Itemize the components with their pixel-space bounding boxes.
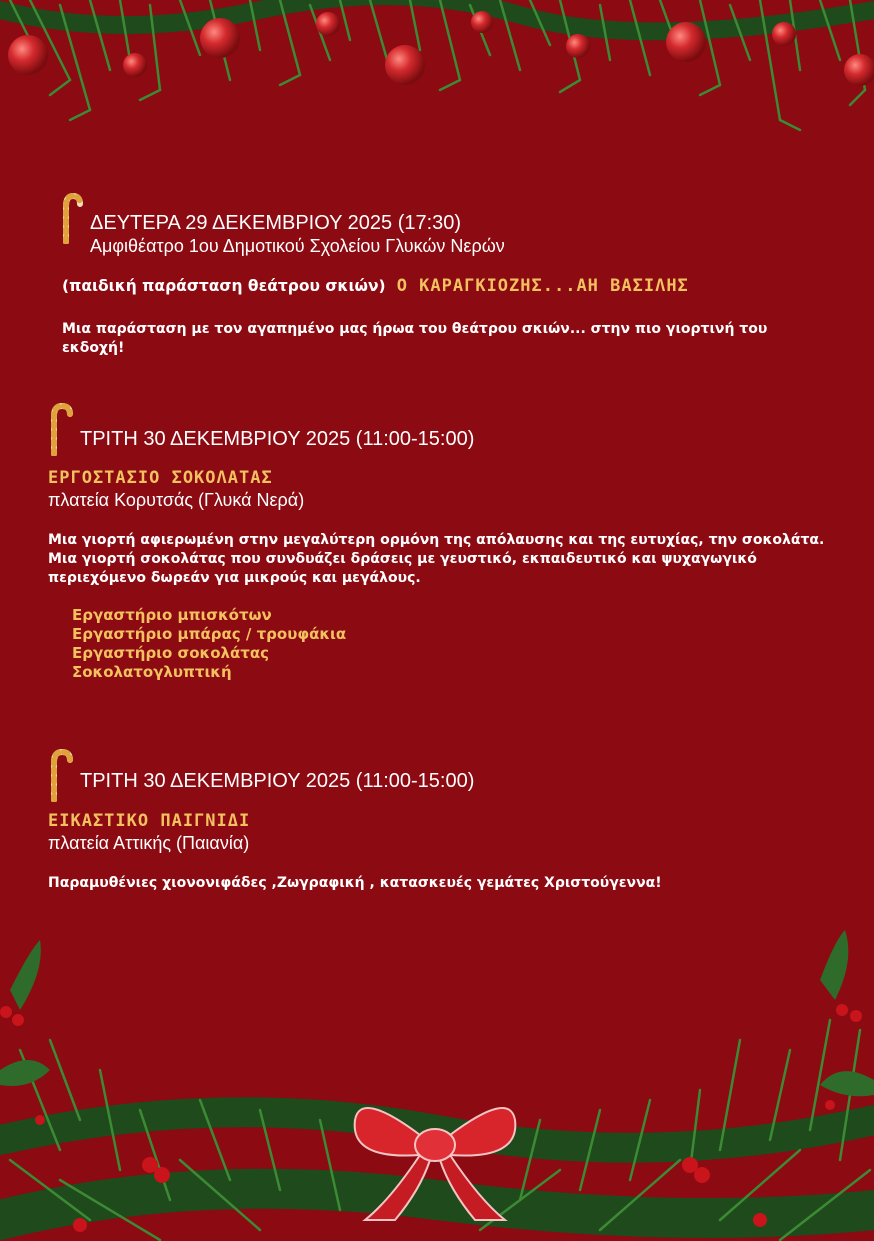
workshop-list bbox=[72, 606, 346, 682]
event1-date: ΔΕΥΤΕΡΑ 29 ΔΕΚΕΜΒΡΙΟΥ 2025 (17:30) bbox=[90, 212, 462, 234]
list-item: Σοκολατογλυπτική bbox=[72, 663, 232, 681]
event1-subtitle: (παιδική παράσταση θεάτρου σκιών) bbox=[62, 277, 386, 295]
event3-description: Παραμυθένιες χιονονιφάδες ,Ζωγραφική , κατασκευές γεμάτες Χριστούγεννα! bbox=[48, 875, 662, 891]
list-item: Εργαστήριο μπάρας / τρουφάκια bbox=[72, 625, 347, 643]
candy-cane-icon bbox=[46, 748, 74, 802]
event2-title: ΕΡΓΟΣΤΑΣΙΟ ΣΟΚΟΛΑΤΑΣ bbox=[48, 468, 273, 488]
top-garland-decoration bbox=[0, 0, 874, 150]
bottom-garland-decoration bbox=[0, 920, 874, 1241]
event2-date: ΤΡΙΤΗ 30 ΔΕΚΕΜΒΡΙΟΥ 2025 (11:00-15:00) bbox=[80, 428, 475, 450]
event3-title: ΕΙΚΑΣΤΙΚΟ ΠΑΙΓΝΙΔΙ bbox=[48, 811, 251, 831]
event2-venue: πλατεία Κορυτσάς (Γλυκά Νερά) bbox=[48, 490, 305, 510]
list-item: Εργαστήριο σοκολάτας bbox=[72, 644, 270, 662]
event1-venue: Αμφιθέατρο 1ου Δημοτικού Σχολείου Γλυκών Νερών bbox=[90, 236, 505, 256]
event3-venue: πλατεία Αττικής (Παιανία) bbox=[48, 833, 250, 853]
event1-title: Ο ΚΑΡΑΓΚΙΟΖΗΣ...ΑΗ ΒΑΣΙΛΗΣ bbox=[396, 276, 689, 296]
event3-date: ΤΡΙΤΗ 30 ΔΕΚΕΜΒΡΙΟΥ 2025 (11:00-15:00) bbox=[80, 770, 475, 792]
candy-cane-icon bbox=[46, 402, 74, 456]
list-item: Εργαστήριο μπισκότων bbox=[72, 606, 272, 624]
event2-description: Μια γιορτή αφιερωμένη στην μεγαλύτερη ορμόνη της απόλαυσης και της ευτυχίας, την σοκολάτα. Μια γιορτή σοκολάτας που συνδυάζει δράσεις με γευστικό, εκπαιδευτικό και ψυχαγωγικό περιεχόμενο δωρεάν για μικρούς και μεγάλους. bbox=[48, 532, 825, 586]
candy-cane-icon bbox=[58, 192, 84, 244]
event1-description: Μια παράσταση με τον αγαπημένο μας ήρωα του θεάτρου σκιών... στην πιο γιορτινή του εκδοχή! bbox=[62, 321, 768, 356]
